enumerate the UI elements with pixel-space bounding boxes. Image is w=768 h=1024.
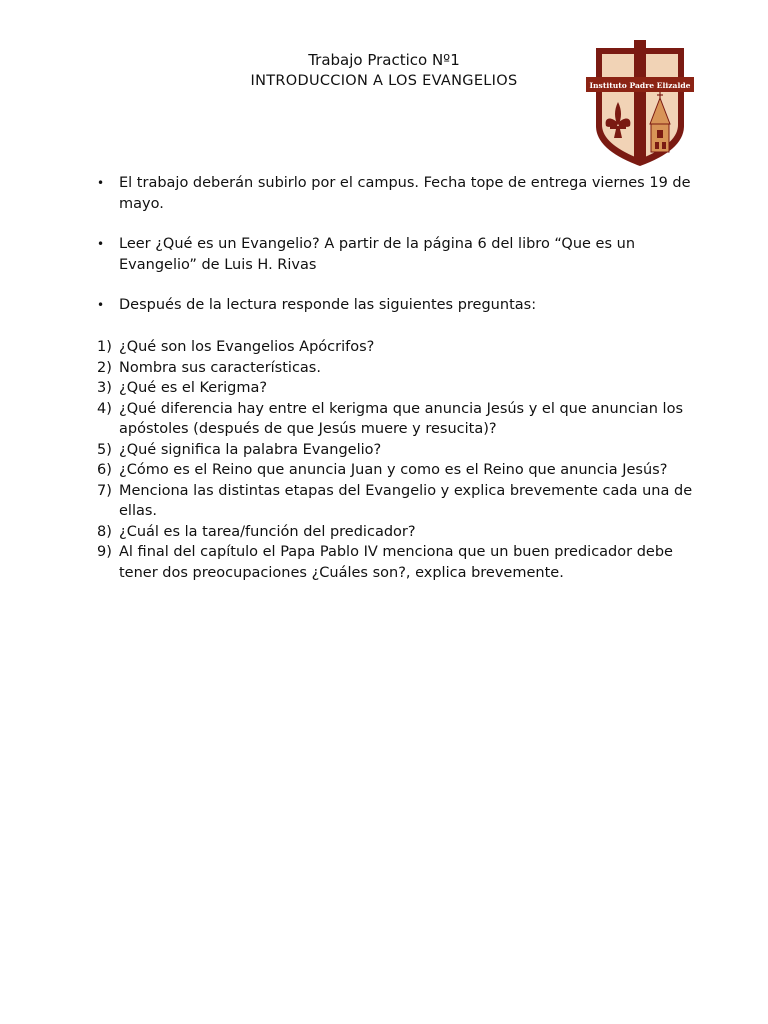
question-item (97, 460, 707, 481)
question-item (97, 358, 707, 379)
question-text: ¿Cuál es la tarea/función del predicador? (119, 523, 416, 540)
question-number: 8) (97, 523, 112, 540)
list-item (97, 234, 707, 275)
question-text: ¿Qué diferencia hay entre el kerigma que anuncia Jesús y el que anuncian los apóstoles (después de que Jesús muere y resucita)? (119, 400, 683, 437)
question-item (97, 481, 707, 522)
question-number: 9) (97, 544, 112, 560)
list-item-text: El trabajo deberán subirlo por el campus. Fecha tope de entrega viernes 19 de mayo. (119, 175, 691, 212)
bullet-marker: • (97, 237, 105, 251)
question-number: 2) (97, 359, 112, 376)
question-text: ¿Qué significa la palabra Evangelio? (119, 441, 382, 458)
question-text: ¿Cómo es el Reino que anuncia Juan y como es el Reino que anuncia Jesús? (119, 462, 668, 478)
question-item (97, 522, 707, 543)
question-number: 3) (97, 380, 112, 396)
document-subtitle: INTRODUCCION A LOS EVANGELIOS (250, 73, 518, 89)
list-item-text: Leer ¿Qué es un Evangelio? A partir de la página 6 del libro “Que es un Evangelio” de Luis H. Rivas (119, 236, 636, 273)
question-number: 4) (97, 400, 112, 417)
question-number: 1) (97, 339, 112, 355)
list-item (97, 295, 707, 316)
question-item (97, 399, 707, 440)
question-number: 5) (97, 441, 112, 458)
list-item-text: Después de la lectura responde las siguientes preguntas: (119, 297, 537, 313)
question-number: 6) (97, 462, 112, 478)
school-crest-icon (584, 38, 696, 170)
question-item (97, 337, 707, 358)
bullet-marker: • (97, 298, 105, 312)
question-item (97, 440, 707, 461)
question-item (97, 542, 707, 583)
question-text: Al final del capítulo el Papa Pablo IV menciona que un buen predicador debe tener dos preocupaciones ¿Cuáles son?, explica brevemente. (119, 544, 673, 581)
question-item (97, 378, 707, 399)
svg-text:Instituto Padre Elizalde: Instituto Padre Elizalde (589, 81, 691, 90)
question-text: ¿Qué son los Evangelios Apócrifos? (119, 339, 375, 355)
question-text: ¿Qué es el Kerigma? (119, 380, 268, 396)
question-text: Menciona las distintas etapas del Evangelio y explica brevemente cada una de ellas. (119, 482, 693, 519)
list-item (97, 173, 707, 214)
question-text: Nombra sus características. (119, 359, 321, 376)
bullet-marker: • (97, 176, 105, 190)
instructions-list (97, 173, 707, 336)
document-title: Trabajo Practico Nº1 (308, 51, 460, 69)
question-number: 7) (97, 482, 112, 499)
questions-list (97, 337, 707, 583)
